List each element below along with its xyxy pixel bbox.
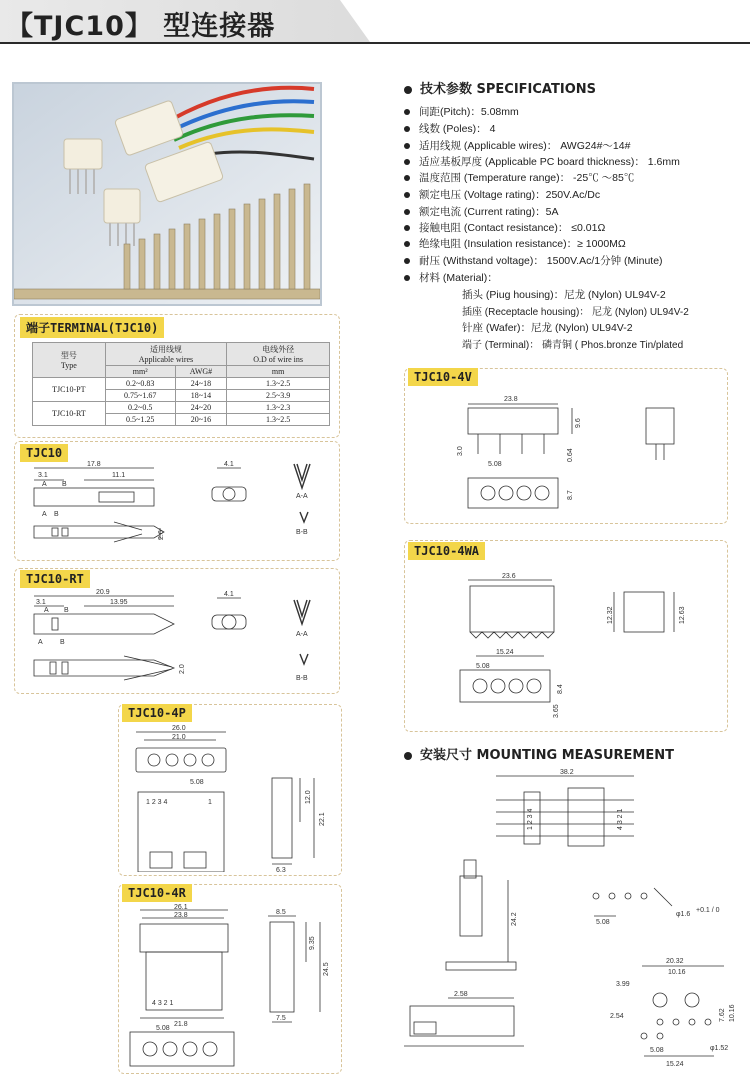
dim-pitch: 5.08 (190, 779, 204, 786)
terminal-label: 端子TERMINAL(TJC10) (20, 317, 164, 338)
type-header-cn: 型号 (60, 351, 77, 360)
dim-depth: 7.5 (276, 1015, 286, 1022)
dim-pin-hole: 2.54 (610, 1013, 624, 1020)
dim-pin-length: 3.0 (457, 446, 464, 456)
table-row (33, 378, 330, 390)
dim-height: 2.6 (158, 530, 165, 540)
table-cell: 1.3~2.3 (227, 402, 330, 414)
section-b-mark: B (64, 607, 69, 614)
spec-text: 线数 (Poles)： 4 (419, 123, 496, 135)
dim-hole-large: 3.99 (616, 981, 630, 988)
dim-base: 21.8 (174, 1021, 188, 1028)
dim-inner: 23.8 (174, 912, 188, 919)
dim-pitch: 5.08 (156, 1025, 170, 1032)
dim-a: 3.1 (36, 599, 46, 606)
bullet-icon (404, 175, 410, 181)
dim-height: 2.0 (179, 664, 186, 674)
dim-inner: 21.0 (172, 734, 186, 741)
section-a-mark-lower: A (42, 511, 47, 518)
table-cell: 0.2~0.83 (105, 378, 175, 390)
spec-text: 接触电阻 (Contact resistance)： ≤0.01Ω (419, 222, 606, 234)
bullet-icon (404, 225, 410, 231)
tjc104p-drawing (124, 722, 338, 872)
tjc104v-label: TJC10-4V (408, 368, 478, 386)
bullet-icon (404, 86, 412, 94)
spec-text: 材料 (Material)： (419, 272, 498, 284)
dim-hole-small: φ1.52 (710, 1045, 729, 1052)
dim-pitch: 5.08 (476, 663, 490, 670)
spec-item (404, 253, 663, 268)
dim-overall: 26.0 (172, 725, 186, 732)
dim-height-left: 12.32 (607, 606, 614, 624)
table-cell: 0.75~1.67 (105, 390, 175, 402)
dim-total-height: 22.1 (319, 812, 326, 826)
bullet-icon (404, 126, 410, 132)
page-title: 【TJC10】 型连接器 (6, 11, 276, 42)
specs-title-text: 技术参数 SPECIFICATIONS (420, 82, 596, 97)
mount-title-text: 安装尺寸 MOUNTING MEASUREMENT (420, 748, 674, 763)
dim-b: 13.95 (110, 599, 128, 606)
spec-item (404, 138, 630, 153)
bullet-icon (404, 159, 410, 165)
bullet-icon (404, 192, 410, 198)
dim-hole-tolerance: +0.1 / 0 (696, 907, 720, 914)
mount-title (404, 744, 674, 763)
table-cell: 0.2~0.5 (105, 402, 175, 414)
dim-height: 12.0 (305, 790, 312, 804)
bullet-icon (404, 752, 412, 760)
table-cell: 24~20 (175, 402, 227, 414)
dim-pitch: 5.08 (488, 461, 502, 468)
spec-text: 额定电流 (Current rating)：5A (419, 206, 559, 218)
terminal-table (32, 342, 330, 426)
pin-numbers-right: 4 3 2 1 (617, 808, 624, 830)
dim-length: 23.8 (504, 396, 518, 403)
spec-item (404, 170, 634, 185)
dim-height: 9.6 (575, 418, 582, 428)
table-cell: 1.3~2.5 (227, 414, 330, 426)
tjc104p-label: TJC10-4P (122, 704, 192, 722)
dim-height-right: 12.63 (679, 606, 686, 624)
dim-width: 8.5 (276, 909, 286, 916)
tjc104v-drawing (410, 386, 724, 520)
table-cell-type: TJC10-RT (33, 402, 106, 426)
material-item: 插头 (Piug housing)：尼龙 (Nylon) UL94V-2 (462, 289, 666, 301)
dim-a: 3.1 (38, 472, 48, 479)
tjc10-label: TJC10 (20, 444, 68, 462)
od-header-en: O.D of wire ins (253, 355, 303, 364)
section-a-mark: A (44, 607, 49, 614)
tjc10-drawing (24, 460, 334, 556)
table-header-wires (105, 343, 227, 366)
section-a-mark: A (42, 481, 47, 488)
pin-numbers: 1 2 3 4 (146, 799, 168, 806)
dim-pitch-total: 15.24 (496, 649, 514, 656)
spec-item (404, 104, 519, 119)
bullet-icon (404, 209, 410, 215)
product-photo-illustration (14, 84, 320, 304)
product-photo (14, 84, 320, 304)
spec-item (404, 236, 626, 251)
table-row (33, 402, 330, 414)
spec-text: 额定电压 (Voltage rating)：250V.Ac/Dc (419, 189, 601, 201)
table-cell: 0.5~1.25 (105, 414, 175, 426)
pin-numbers: 4 3 2 1 (152, 1000, 174, 1007)
dim-depth: 6.3 (276, 867, 286, 872)
dim-width: 4.1 (224, 461, 234, 468)
spec-item (404, 220, 605, 235)
dim-height: 24.5 (323, 962, 330, 976)
type-header-en: Type (60, 361, 77, 370)
dim-span: 20.32 (666, 958, 684, 965)
material-item: 针座 (Wafer)：尼龙 (Nylon) UL94V-2 (462, 322, 633, 334)
spec-item (404, 270, 498, 285)
tjc104wa-drawing (410, 560, 724, 728)
material-item: 插座 (Receptacle housing)： 尼龙 (Nylon) UL94V-2 (462, 307, 689, 318)
dim-overall: 26.1 (174, 904, 188, 911)
wires-header-en: Applicable wires (138, 355, 194, 364)
dim-length: 20.9 (96, 589, 110, 596)
dim-total-bottom: 15.24 (666, 1061, 684, 1068)
dim-pin-width: 0.64 (567, 448, 574, 462)
table-header-awg: AWG# (175, 366, 227, 378)
spec-item (404, 121, 495, 136)
section-a-mark-lower: A (38, 639, 43, 646)
dim-vertical-a: 7.62 (719, 1008, 726, 1022)
dim-width: 4.1 (224, 591, 234, 598)
dim-pitch-bottom: 5.08 (650, 1047, 664, 1054)
section-bb-label: B-B (296, 529, 308, 536)
table-cell: 2.5~3.9 (227, 390, 330, 402)
bullet-icon (404, 275, 410, 281)
dim-height: 24.2 (511, 912, 518, 926)
section-bb-label: B-B (296, 675, 308, 682)
dim-span-half: 10.16 (668, 969, 686, 976)
dim-depth: 8.7 (567, 490, 574, 500)
pin-number-right: 1 (208, 799, 212, 806)
dim-upper: 9.35 (309, 936, 316, 950)
spec-text: 温度范围 (Temperature range)： -25℃ ～85℃ (419, 172, 635, 184)
table-cell: 1.3~2.5 (227, 378, 330, 390)
table-cell: 18~14 (175, 390, 227, 402)
spec-item (404, 187, 600, 202)
tjc104r-drawing (124, 902, 338, 1072)
spec-text: 间距(Pitch)：5.08mm (419, 106, 519, 118)
section-b-mark-lower: B (54, 511, 59, 518)
spec-text: 绝缘电阻 (Insulation resistance)：≥ 1000MΩ (419, 238, 626, 250)
spec-item (404, 154, 680, 169)
spec-text: 适应基板厚度 (Applicable PC board thickness)： 1.6mm (419, 156, 680, 168)
dim-length: 17.8 (87, 461, 101, 468)
dim-base: 3.65 (553, 704, 560, 718)
tjc10rt-label: TJC10-RT (20, 570, 90, 588)
section-aa-label: A-A (296, 493, 308, 500)
table-header-mm: mm (227, 366, 330, 378)
dim-hole: φ1.6 (676, 911, 691, 918)
dim-depth: 8.4 (557, 684, 564, 694)
table-header-od (227, 343, 330, 366)
dim-overall: 38.2 (560, 769, 574, 776)
dim-pitch: 5.08 (596, 919, 610, 926)
dim-length: 23.6 (502, 573, 516, 580)
table-cell: 20~16 (175, 414, 227, 426)
section-b-mark: B (62, 481, 67, 488)
spec-text: 耐压 (Withstand voltage)： 1500V.Ac/1分钟 (Minute) (419, 255, 663, 267)
pin-numbers-left: 1 2 3 4 (527, 808, 534, 830)
spec-item (404, 204, 558, 219)
table-cell-type: TJC10-PT (33, 378, 106, 402)
tjc10rt-drawing (24, 588, 334, 688)
table-header-type (33, 343, 106, 378)
specs-title (404, 78, 596, 97)
table-header-mm2: mm² (105, 366, 175, 378)
bullet-icon (404, 143, 410, 149)
od-header-cn: 电线外径 (262, 345, 295, 354)
dim-b: 11.1 (112, 472, 126, 479)
bullet-icon (404, 241, 410, 247)
dim-offset: 2.58 (454, 991, 468, 998)
table-cell: 24~18 (175, 378, 227, 390)
page-header (0, 0, 750, 44)
dim-vertical-b: 10.16 (729, 1004, 736, 1022)
wires-header-cn: 适用线规 (149, 345, 182, 354)
section-b-mark-lower: B (60, 639, 65, 646)
mount-drawing (404, 766, 748, 1074)
tjc104r-label: TJC10-4R (122, 884, 192, 902)
bullet-icon (404, 109, 410, 115)
material-item: 端子 (Terminal)： 磷青铜 ( Phos.bronze Tin/plated (462, 340, 684, 351)
spec-text: 适用线规 (Applicable wires)： AWG24#～14# (419, 140, 631, 152)
bullet-icon (404, 258, 410, 264)
tjc104wa-label: TJC10-4WA (408, 542, 485, 560)
section-aa-label: A-A (296, 631, 308, 638)
